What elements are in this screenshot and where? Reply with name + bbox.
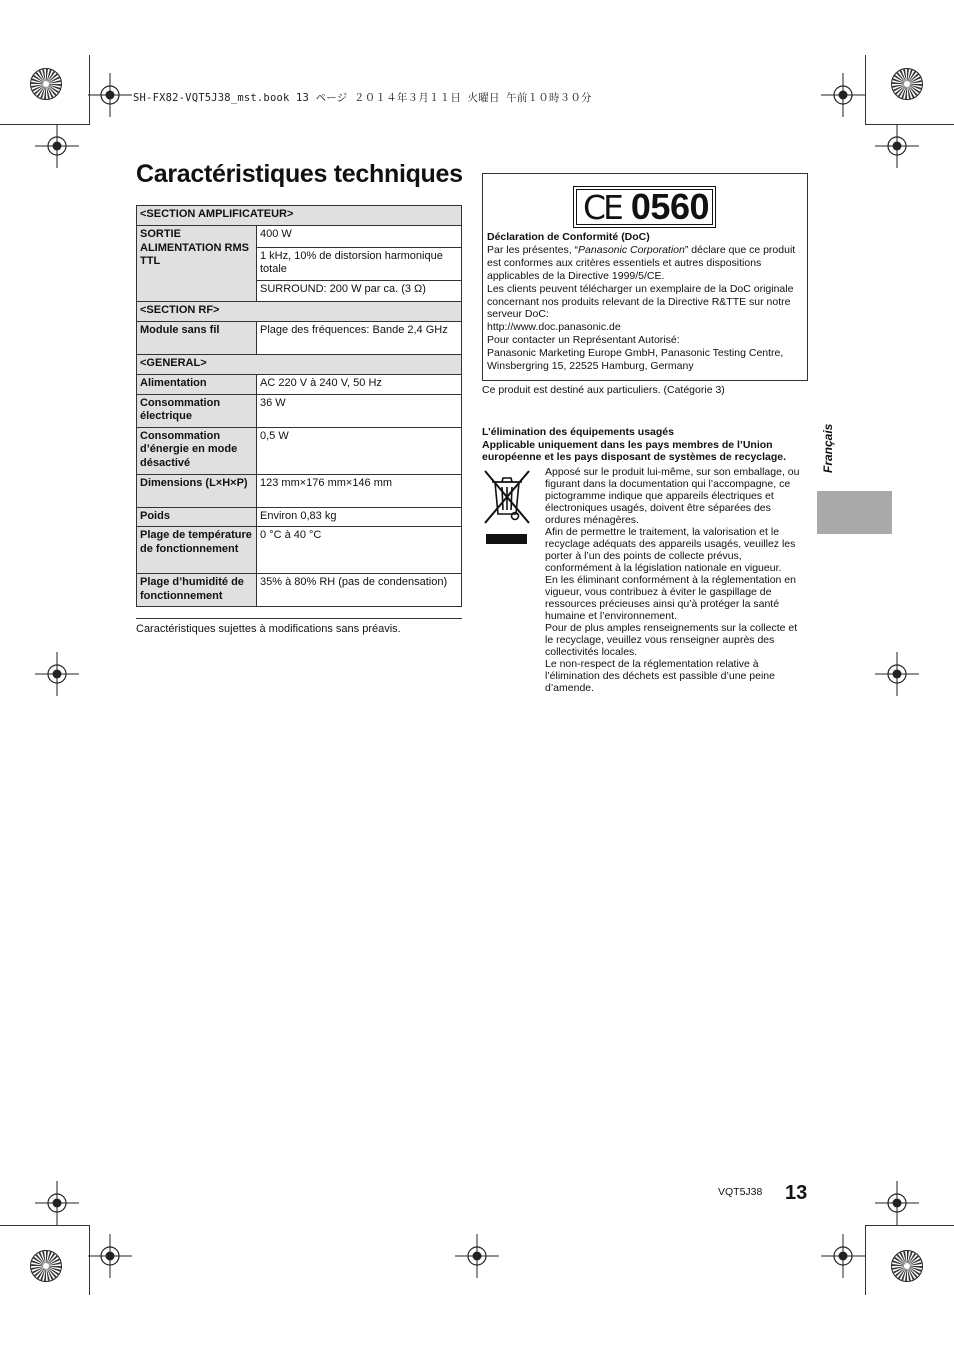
registration-target-icon — [875, 652, 919, 696]
row-value: 123 mm×176 mm×146 mm — [257, 474, 462, 507]
table-row — [137, 527, 462, 574]
row-value: 36 W — [257, 394, 462, 427]
row-value: SURROUND: 200 W par ca. (3 Ω) — [257, 280, 462, 302]
crop-mark — [0, 1225, 89, 1226]
registration-target-icon — [875, 1181, 919, 1225]
registration-target-icon — [455, 1234, 499, 1278]
color-registration-starburst-icon — [890, 1249, 924, 1283]
ce-mark — [573, 186, 716, 228]
crop-mark — [865, 1225, 954, 1226]
footnote-divider — [136, 618, 462, 619]
disposal-title: L’élimination des équipements usagés — [482, 426, 674, 438]
table-row — [137, 474, 462, 507]
disposal-paragraph: Le non-respect de la réglementation relative à l’élimination des déchets est passible d’une peine d’amende. — [545, 658, 775, 694]
company-name: Panasonic Corporation — [578, 243, 685, 256]
weee-bar — [486, 534, 527, 544]
crop-mark — [865, 124, 954, 125]
row-value: Plage des fréquences: Bande 2,4 GHz — [257, 322, 462, 355]
row-label: Plage de température de fonctionnement — [137, 527, 257, 574]
row-label: Dimensions (L×H×P) — [137, 474, 257, 507]
row-label: Plage d’humidité de fonctionnement — [137, 574, 257, 607]
row-label: Poids — [137, 507, 257, 527]
language-tab — [817, 491, 892, 534]
table-row — [137, 226, 462, 248]
row-label: Consommation d’énergie en mode désactivé — [137, 427, 257, 474]
doc-intro: Par les présentes, “Panasonic Corporation” déclare que ce produit est conformes aux critères essentiels et autres dispositions applicables de la Directive 1999/5/CE. — [487, 243, 796, 282]
row-value: 400 W — [257, 226, 462, 248]
doc-contact: Pour contacter un Représentant Autorisé: — [487, 334, 680, 347]
row-label-module: Module sans fil — [137, 322, 257, 355]
row-value: 1 kHz, 10% de distorsion harmonique totale — [257, 247, 462, 280]
doc-download: Les clients peuvent télécharger un exemplaire de la DoC originale concernant nos produits relevant de la Directive R&TTE sur notre serveur DoC: — [487, 282, 794, 321]
table-row — [137, 427, 462, 474]
page-number: 13 — [785, 1182, 808, 1204]
table-row — [137, 206, 462, 226]
crossed-out-wheelie-bin-icon — [482, 468, 532, 526]
language-label: Français — [821, 423, 835, 473]
row-value: 0 °C à 40 °C — [257, 527, 462, 574]
disposal-paragraph: En les éliminant conformément à la réglementation en vigueur, vous contribuez à éviter le gaspillage de ressources précieuses ainsi qu’à protéger la santé humaine et l’environnement. — [545, 574, 796, 622]
row-label: Consommation électrique — [137, 394, 257, 427]
ce-logo: CE — [583, 187, 621, 227]
row-value: 35% à 80% RH (pas de condensation) — [257, 574, 462, 607]
table-row — [137, 507, 462, 527]
table-row — [137, 394, 462, 427]
registration-target-icon — [35, 652, 79, 696]
doc-url: http://www.doc.panasonic.de — [487, 321, 621, 334]
doc-title: Déclaration de Conformité (DoC) — [487, 231, 650, 243]
crop-mark — [865, 55, 866, 125]
footnote: Caractéristiques sujettes à modifications sans préavis. — [136, 623, 401, 635]
model-code: VQT5J38 — [718, 1186, 763, 1198]
registration-target-icon — [821, 73, 865, 117]
registration-target-icon — [35, 124, 79, 168]
disposal-heading — [482, 426, 812, 464]
disposal-body — [545, 466, 807, 694]
crop-mark — [0, 124, 89, 125]
registration-target-icon — [88, 73, 132, 117]
row-label: Alimentation — [137, 375, 257, 395]
row-label-sortie: SORTIE ALIMENTATION RMS TTL — [137, 226, 257, 302]
color-registration-starburst-icon — [890, 67, 924, 101]
color-registration-starburst-icon — [29, 1249, 63, 1283]
table-row — [137, 574, 462, 607]
table-row — [137, 302, 462, 322]
page-title: Caractéristiques techniques — [136, 160, 463, 188]
registration-target-icon — [821, 1234, 865, 1278]
crop-mark — [89, 55, 90, 125]
doc-address: Panasonic Marketing Europe GmbH, Panasonic Testing Centre, Winsbergring 15, 22525 Hamburg, Germany — [487, 347, 784, 373]
disposal-paragraph: Apposé sur le produit lui-même, sur son emballage, ou figurant dans la documentation qui l’accompagne, ce pictogramme indique que appareils électriques et électroniques usagés, doivent être séparées des ordures ménagères. — [545, 466, 800, 526]
table-row — [137, 375, 462, 395]
crop-mark — [89, 1225, 90, 1295]
registration-target-icon — [35, 1181, 79, 1225]
registration-target-icon — [875, 124, 919, 168]
doc-text — [487, 231, 803, 373]
disposal-paragraph: Afin de permettre le traitement, la valorisation et le recyclage adéquats des appareils usagés, veuillez les porter à l’un des points de collecte prévus, conformément à la législation nationale en vigueur. — [545, 526, 796, 574]
row-value: Environ 0,83 kg — [257, 507, 462, 527]
disposal-subtitle: Applicable uniquement dans les pays membres de l’Union européenne et les pays disposant de systèmes de recyclage. — [482, 438, 787, 463]
color-registration-starburst-icon — [29, 67, 63, 101]
table-row — [137, 355, 462, 375]
print-header: SH-FX82-VQT5J38_mst.book 13 ページ ２０１４年３月１１日 火曜日 午前１０時３０分 — [133, 92, 592, 104]
row-value: 0,5 W — [257, 427, 462, 474]
section-header-general: <GENERAL> — [137, 355, 462, 375]
section-header-amplifier: <SECTION AMPLIFICATEUR> — [137, 206, 462, 226]
registration-target-icon — [88, 1234, 132, 1278]
disposal-paragraph: Pour de plus amples renseignements sur la collecte et le recyclage, veuillez vous renseigner auprès des collectivités locales. — [545, 622, 798, 658]
table-row — [137, 322, 462, 355]
ce-notified-body-number: 0560 — [630, 186, 709, 227]
crop-mark — [865, 1225, 866, 1295]
row-value: AC 220 V à 240 V, 50 Hz — [257, 375, 462, 395]
spec-table — [136, 205, 462, 607]
section-header-rf: <SECTION RF> — [137, 302, 462, 322]
category-note: Ce produit est destiné aux particuliers. (Catégorie 3) — [482, 384, 725, 396]
